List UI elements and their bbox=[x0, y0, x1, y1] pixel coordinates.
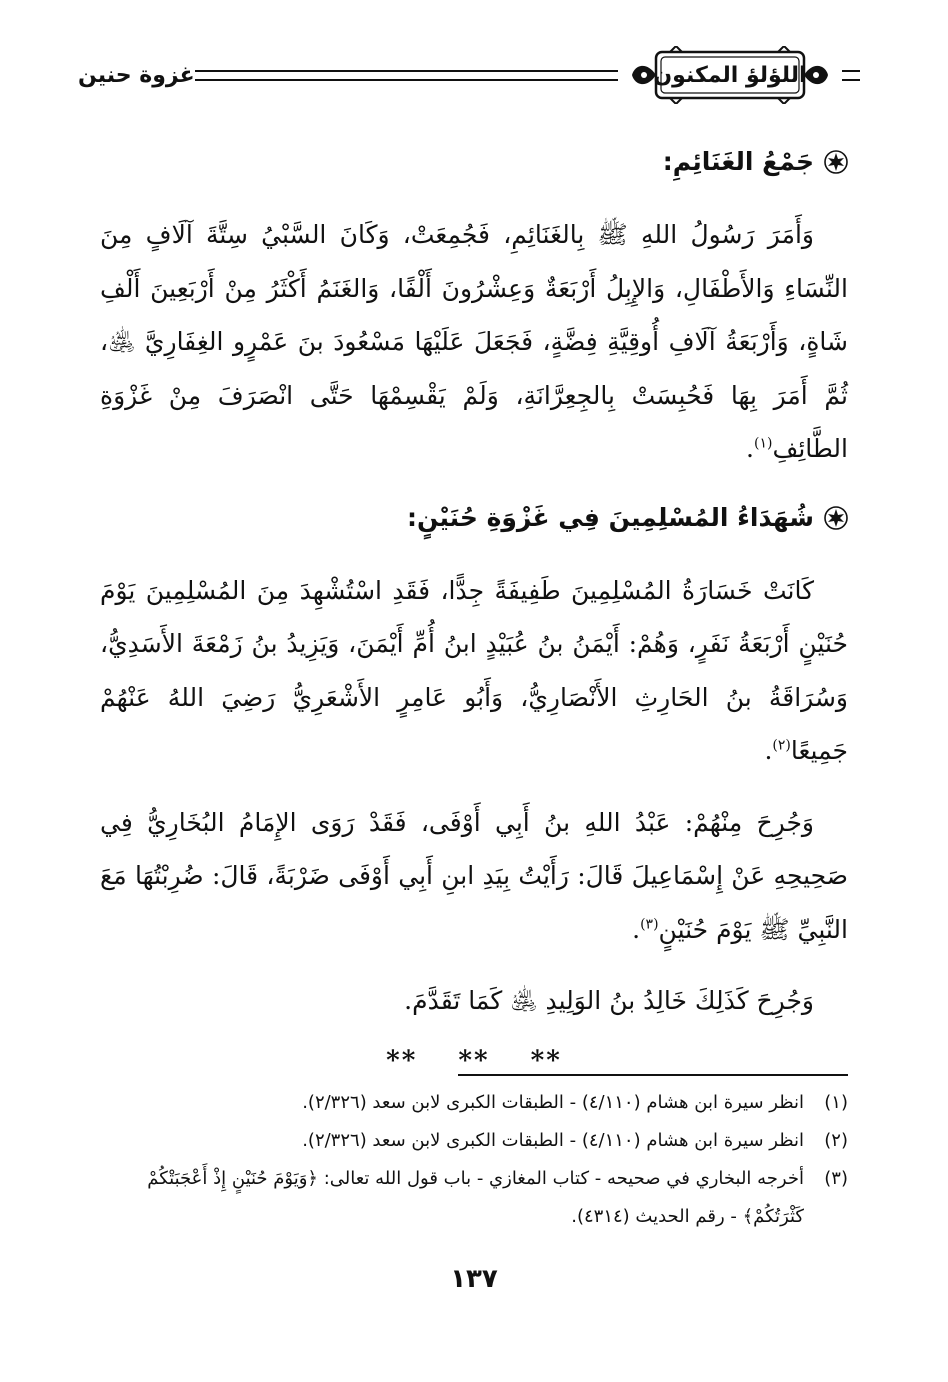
footnote-text: انظر سيرة ابن هشام (٤/١١٠) - الطبقات الكبرى لابن سعد (٢/٣٢٦). bbox=[302, 1130, 804, 1151]
paragraph: وَجُرِحَ كَذَلِكَ خَالِدُ بنُ الوَلِيدِ ﵁ كَمَا تَقَدَّمَ. bbox=[404, 986, 814, 1015]
footnote-mark: (٣) bbox=[640, 916, 659, 933]
footnote-number: (١) bbox=[824, 1092, 848, 1113]
paragraph: وَأَمَرَ رَسُولُ اللهِ ﷺ بِالغَنَائِمِ، فَجُمِعَتْ، وَكَانَ السَّبْيُ سِتَّةَ آلَافٍ مِنَ النِّسَاءِ وَالأَطْفَالِ، وَالإِبِلُ أَرْبَعَةٌ وَعِشْرُونَ أَلْفًا، وَالغَنَمُ أَكْثَرُ مِنْ أَرْبَعِينَ أَلْفِ شَاةٍ، وَأَرْبَعَةُ آلَافِ أُوقِيَّةِ فِضَّةٍ، فَجَعَلَ عَلَيْهَا مَسْعُودَ بنَ عَمْرٍو الغِفَارِيَّ ﵁، ثُمَّ أَمَرَ بِهَا فَحُبِسَتْ بِالجِعِرَّانَةِ، وَلَمْ يَقْسِمْهَا حَتَّى انْصَرَفَ مِنْ غَزْوَةِ الطَّائِفِ$^{(١)}$. bbox=[100, 220, 848, 463]
flower-bullet-icon bbox=[824, 150, 848, 174]
header-rule-right bbox=[842, 70, 860, 81]
header-rule-left bbox=[195, 70, 618, 81]
footnote-number: (٣) bbox=[824, 1168, 848, 1189]
running-header bbox=[78, 44, 860, 106]
footnote bbox=[100, 1122, 848, 1160]
footnote bbox=[100, 1084, 848, 1122]
paragraph: كَانَتْ خَسَارَةُ المُسْلِمِينَ طَفِيفَةً جِدًّا، فَقَدِ اسْتُشْهِدَ مِنَ المُسْلِمِينَ يَوْمَ حُنَيْنٍ أَرْبَعَةُ نَفَرٍ، وَهُمْ: أَيْمَنُ بنُ عُبَيْدٍ ابنُ أُمِّ أَيْمَنَ، وَيَزِيدُ بنُ زَمْعَةَ الأَسَدِيُّ، وَسُرَاقَةُ بنُ الحَارِثِ الأَنْصَارِيُّ، وَأَبُو عَامِرٍ الأَشْعَرِيُّ رَضِيَ اللهُ عَنْهُمْ جَمِيعًا$^{(٢)}$. bbox=[100, 575, 848, 765]
paragraph: وَجُرِحَ مِنْهُمْ: عَبْدُ اللهِ بنُ أَبِي أَوْفَى، فَقَدْ رَوَى الإِمَامُ البُخَارِيُّ فِي صَحِيحِهِ عَنْ إِسْمَاعِيلَ قَالَ: رَأَيْتُ بِيَدِ ابنِ أَبِي أَوْفَى ضَرْبَةً، قَالَ: ضُرِبْتُهَا مَعَ النَّبِيِّ ﷺ يَوْمَ حُنَيْنٍ$^{(٣)}$. bbox=[100, 807, 848, 944]
footnote-text: أخرجه البخاري في صحيحه - كتاب المغازي - باب قول الله تعالى: ﴿وَيَوْمَ حُنَيْنٍ إِذْ أَعْجَبَتْكُمْ كَثْرَتُكُمْ﴾ - رقم الحديث (٤٣١٤). bbox=[147, 1168, 804, 1227]
chapter-title: غزوة حنين bbox=[78, 62, 195, 88]
book-title-emblem bbox=[630, 46, 830, 104]
book-title: اللؤلؤ المكنون bbox=[653, 62, 807, 88]
footnotes bbox=[100, 1084, 848, 1236]
page-number: ١٣٧ bbox=[450, 1264, 498, 1294]
footnote-mark: (٢) bbox=[772, 737, 791, 754]
footnote-number: (٢) bbox=[824, 1130, 848, 1151]
footnote-text: انظر سيرة ابن هشام (٤/١١٠) - الطبقات الكبرى لابن سعد (٢/٣٢٦). bbox=[302, 1092, 804, 1113]
footnote-rule bbox=[458, 1074, 848, 1076]
section-separator: ** ** ** bbox=[386, 1045, 562, 1076]
footnote bbox=[100, 1160, 848, 1236]
section-heading bbox=[100, 138, 848, 186]
flower-bullet-icon bbox=[824, 506, 848, 530]
section-heading bbox=[100, 494, 848, 542]
main-text bbox=[100, 128, 848, 1076]
footnote-mark: (١) bbox=[754, 435, 773, 452]
section-heading-text: جَمْعُ الغَنَائِمِ: bbox=[662, 147, 814, 176]
section-heading-text: شُهَدَاءُ المُسْلِمِينَ فِي غَزْوَةِ حُنَيْنٍ: bbox=[406, 502, 814, 532]
